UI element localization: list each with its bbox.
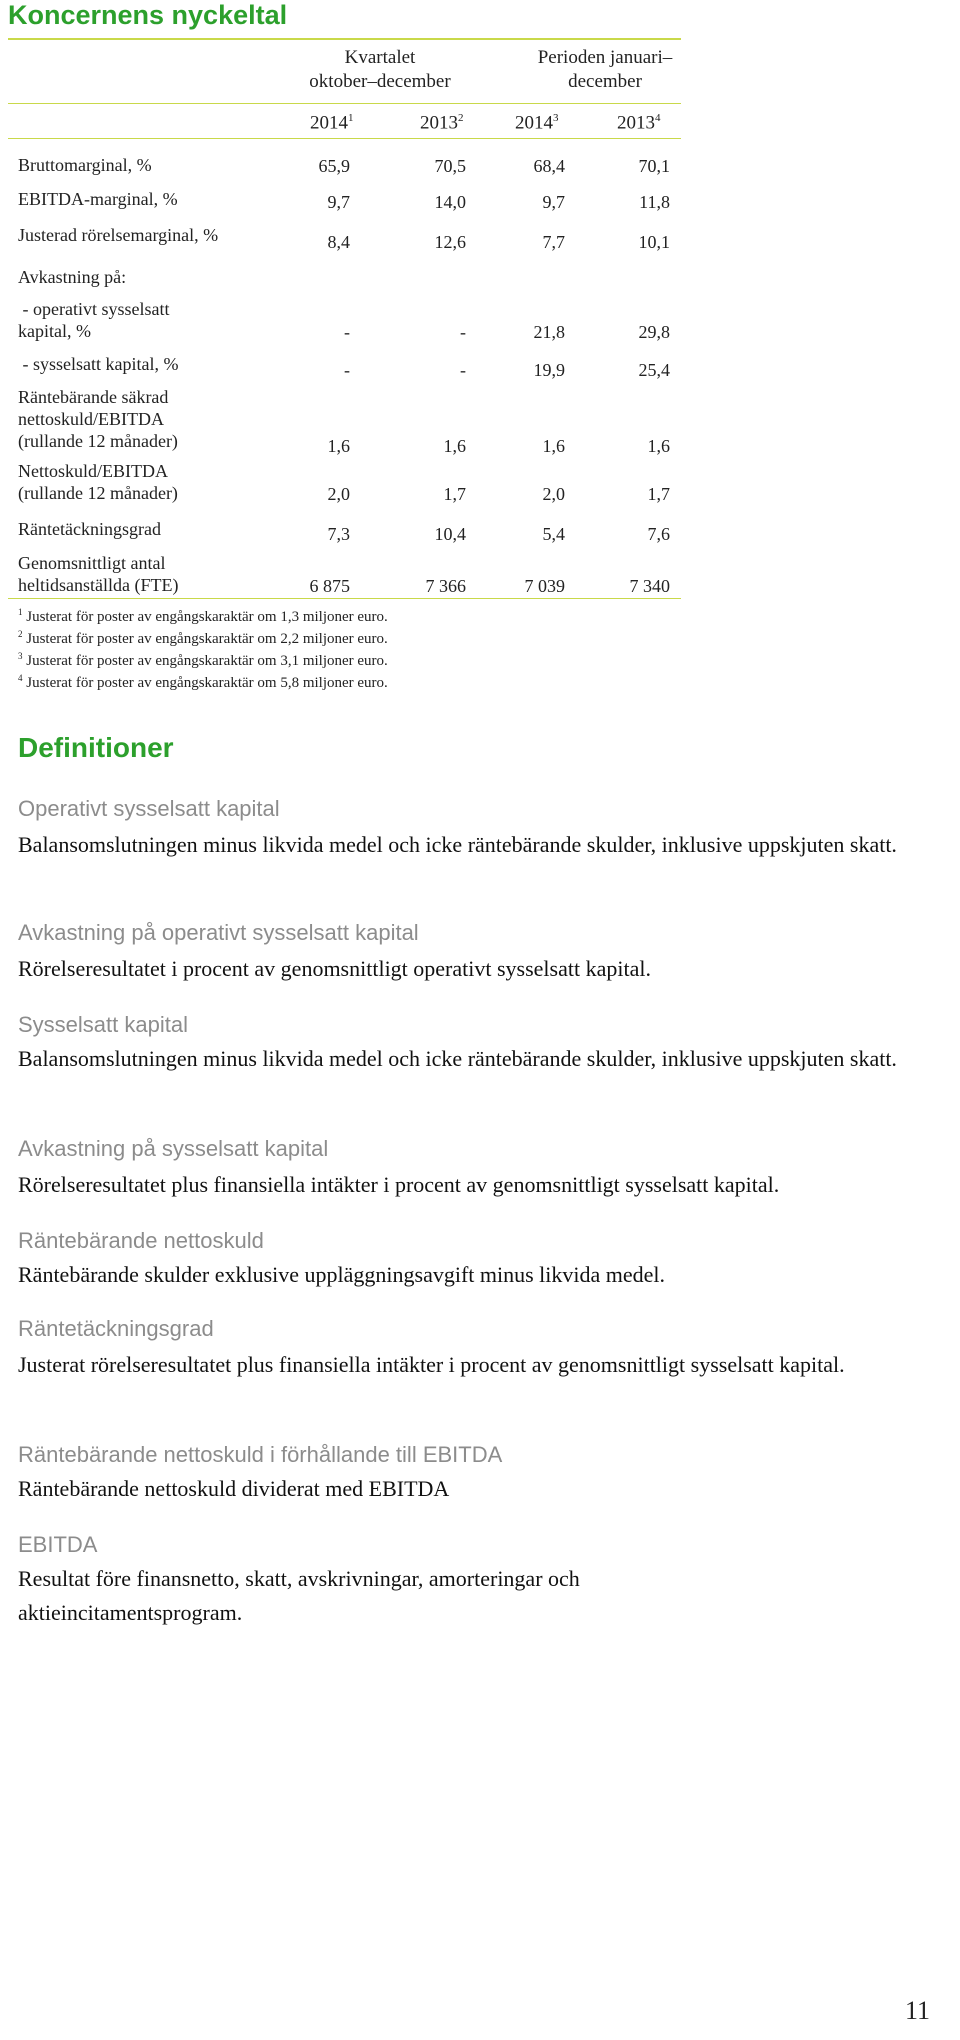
footnote-text: Justerat för poster av engångskaraktär om 1,3 miljoner euro.: [26, 609, 388, 625]
page-number: 11: [904, 1996, 930, 2025]
table-cell: 1,6: [443, 436, 466, 456]
row-label-line: Genomsnittligt antal: [18, 553, 166, 573]
definition-term: Räntetäckningsgrad: [18, 1316, 214, 1341]
footnote-number: 4: [18, 673, 23, 683]
table-cell: 7 039: [524, 576, 565, 596]
table-cell: 70,5: [434, 156, 466, 176]
row-label: [18, 154, 152, 176]
footnote-number: 1: [18, 607, 23, 617]
column-group-quarter: [285, 46, 475, 94]
row-label: [18, 353, 178, 375]
table-cell: 7 340: [629, 576, 670, 596]
footnote-text: Justerat för poster av engångskaraktär om 3,1 miljoner euro.: [26, 653, 388, 669]
row-label: [18, 518, 161, 540]
year-text: 2013: [420, 112, 458, 134]
definition-text: Rörelseresultatet plus finansiella intäkter i procent av genomsnittligt sysselsatt kapital.: [18, 1172, 780, 1197]
table-cell: -: [344, 360, 350, 380]
table-cell: -: [460, 360, 466, 380]
definition-term: Avkastning på operativt sysselsatt kapital: [18, 920, 419, 945]
row-label: [18, 460, 178, 504]
definition-text: Balansomslutningen minus likvida medel och icke räntebärande skulder, inklusive uppskjuten skatt.: [18, 832, 897, 857]
footnote-number: 3: [18, 651, 23, 661]
definition-term: Räntebärande nettoskuld: [18, 1228, 264, 1253]
table-cell: 1,6: [647, 436, 670, 456]
definition-text: Balansomslutningen minus likvida medel och icke räntebärande skulder, inklusive uppskjuten skatt.: [18, 1046, 897, 1071]
table-cell: 2,0: [542, 484, 565, 504]
row-label-line: - sysselsatt kapital, %: [18, 354, 179, 374]
definition-text: Räntebärande skulder exklusive uppläggningsavgift minus likvida medel.: [18, 1262, 666, 1287]
table-cell: 21,8: [533, 322, 565, 342]
footnote-text: Justerat för poster av engångskaraktär om 2,2 miljoner euro.: [26, 631, 388, 647]
table-cell: 11,8: [639, 192, 670, 212]
table-cell: -: [344, 322, 350, 342]
table-cell: 10,4: [434, 524, 466, 544]
definition-term: Sysselsatt kapital: [18, 1012, 188, 1037]
footnote-text: Justerat för poster av engångskaraktär om 5,8 miljoner euro.: [26, 675, 388, 691]
table-cell: 7 366: [425, 576, 466, 596]
row-label-line: (rullande 12 månader): [18, 483, 178, 503]
year-text: 2013: [617, 112, 655, 134]
table-cell: 1,6: [542, 436, 565, 456]
row-label: [18, 224, 218, 246]
header-rule: [8, 103, 681, 104]
row-label: [18, 298, 169, 342]
table-cell: 6 875: [309, 576, 350, 596]
definition-term: Operativt sysselsatt kapital: [18, 796, 280, 821]
row-label: [18, 552, 178, 596]
table-cell: 70,1: [638, 156, 670, 176]
year-note: 4: [655, 112, 661, 124]
table-cell: 8,4: [327, 232, 350, 252]
table-cell: 7,7: [542, 232, 565, 252]
definition-text: Rörelseresultatet i procent av genomsnittligt operativt sysselsatt kapital.: [18, 956, 651, 981]
footnote: [18, 669, 388, 692]
row-label-line: Avkastning på:: [18, 267, 127, 287]
column-group-quarter-line2: oktober–december: [309, 71, 451, 92]
page-title: Koncernens nyckeltal: [8, 0, 288, 30]
table-bottom-rule: [8, 598, 681, 599]
footnote: [18, 625, 388, 648]
definition-text: Räntebärande nettoskuld dividerat med EBITDA: [18, 1476, 450, 1501]
table-cell: 29,8: [638, 322, 670, 342]
row-label-line: Räntebärande säkrad: [18, 387, 169, 407]
year-note: 3: [553, 112, 559, 124]
year-text: 2014: [515, 112, 553, 134]
table-cell: 65,9: [318, 156, 350, 176]
table-cell: 68,4: [533, 156, 565, 176]
row-label-line: kapital, %: [18, 321, 91, 341]
definition-term: Räntebärande nettoskuld i förhållande till EBITDA: [18, 1442, 503, 1467]
table-cell: 25,4: [638, 360, 670, 380]
table-cell: 2,0: [327, 484, 350, 504]
table-cell: 14,0: [434, 192, 466, 212]
row-label-line: Räntetäckningsgrad: [18, 519, 161, 539]
row-label-line: heltidsanställda (FTE): [18, 575, 179, 595]
footnote: [18, 647, 388, 670]
table-cell: 1,6: [327, 436, 350, 456]
column-group-period: [510, 46, 700, 94]
definition-text: Justerat rörelseresultatet plus finansiella intäkter i procent av genomsnittligt sysselsatt kapital.: [18, 1352, 845, 1377]
table-cell: 1,7: [443, 484, 466, 504]
footnote: [18, 603, 388, 626]
row-label-line: - operativt sysselsatt: [18, 299, 170, 319]
table-cell: 9,7: [542, 192, 565, 212]
row-label-line: Nettoskuld/EBITDA: [18, 461, 168, 481]
year-header: [420, 112, 464, 134]
row-label: [18, 266, 126, 288]
row-label: [18, 386, 178, 452]
table-cell: 10,1: [638, 232, 670, 252]
footnote-number: 2: [18, 629, 23, 639]
year-header: [515, 112, 559, 134]
row-label-line: Justerad rörelsemarginal, %: [18, 225, 219, 245]
year-header: [310, 112, 354, 134]
header-rule-bottom: [8, 138, 681, 139]
table-cell: 5,4: [542, 524, 565, 544]
year-note: 1: [348, 112, 354, 124]
column-group-quarter-line1: Kvartalet: [344, 47, 416, 68]
definition-term: EBITDA: [18, 1532, 98, 1557]
definitions-title: Definitioner: [18, 732, 174, 763]
table-cell: 1,7: [647, 484, 670, 504]
row-label-line: (rullande 12 månader): [18, 431, 178, 451]
row-label-line: Bruttomarginal, %: [18, 155, 152, 175]
definition-term: Avkastning på sysselsatt kapital: [18, 1136, 329, 1161]
year-header: [617, 112, 661, 134]
column-group-period-line1: Perioden januari–: [537, 47, 673, 68]
table-cell: 9,7: [327, 192, 350, 212]
row-label-line: nettoskuld/EBITDA: [18, 409, 164, 429]
year-text: 2014: [310, 112, 348, 134]
table-cell: 7,3: [327, 524, 350, 544]
row-label-line: EBITDA-marginal, %: [18, 189, 178, 209]
definition-text: Resultat före finansnetto, skatt, avskrivningar, amorteringar och aktieincitamentsprogram.: [18, 1566, 580, 1625]
table-cell: -: [460, 322, 466, 342]
table-cell: 19,9: [533, 360, 565, 380]
year-note: 2: [458, 112, 464, 124]
table-cell: 7,6: [647, 524, 670, 544]
row-label: [18, 188, 178, 210]
column-group-period-line2: december: [568, 71, 642, 92]
table-cell: 12,6: [434, 232, 466, 252]
